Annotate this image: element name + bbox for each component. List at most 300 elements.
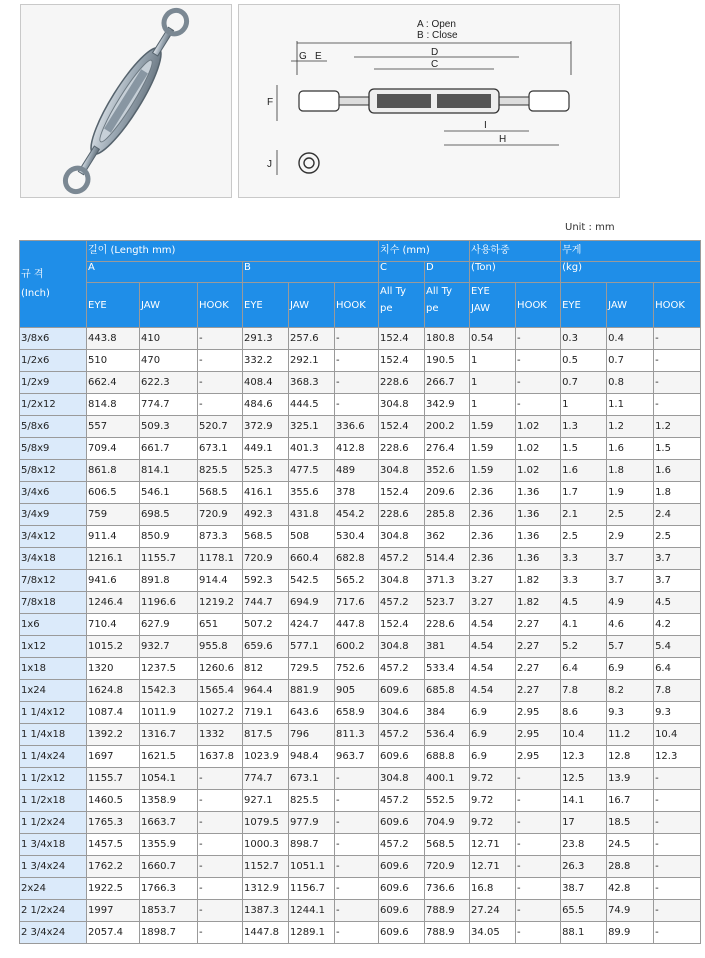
table-cell: 304.8 — [379, 526, 425, 548]
table-cell: 1358.9 — [140, 790, 198, 812]
table-cell: 788.9 — [425, 922, 470, 944]
label-e: E — [315, 51, 322, 62]
table-cell: 673.1 — [198, 438, 243, 460]
table-row — [20, 394, 701, 416]
table-cell: - — [198, 394, 243, 416]
table-cell: 352.6 — [425, 460, 470, 482]
table-cell: 817.5 — [243, 724, 289, 746]
size-cell: 3/8x6 — [20, 328, 87, 350]
header-size: 규 격 (Inch) — [20, 241, 87, 328]
table-cell: 0.7 — [561, 372, 607, 394]
table-cell: - — [516, 372, 561, 394]
table-cell: 1.36 — [516, 526, 561, 548]
table-cell: 1.6 — [561, 460, 607, 482]
table-row — [20, 878, 701, 900]
table-cell: 276.4 — [425, 438, 470, 460]
table-cell: 0.3 — [561, 328, 607, 350]
table-cell: 536.4 — [425, 724, 470, 746]
table-cell: 552.5 — [425, 790, 470, 812]
table-cell: 1054.1 — [140, 768, 198, 790]
table-cell: 873.3 — [198, 526, 243, 548]
table-cell: 1697 — [87, 746, 140, 768]
table-cell: 484.6 — [243, 394, 289, 416]
table-cell: 449.1 — [243, 438, 289, 460]
table-cell: - — [654, 372, 701, 394]
table-row — [20, 416, 701, 438]
table-row — [20, 636, 701, 658]
table-cell: 1621.5 — [140, 746, 198, 768]
table-cell: - — [198, 834, 243, 856]
table-cell: 609.6 — [379, 856, 425, 878]
table-cell: 1 — [470, 372, 516, 394]
table-cell: 520.7 — [198, 416, 243, 438]
header-b-hook: HOOK — [335, 283, 379, 328]
table-cell: 0.5 — [561, 350, 607, 372]
table-cell: 209.6 — [425, 482, 470, 504]
table-row — [20, 900, 701, 922]
table-cell: 228.6 — [379, 372, 425, 394]
table-cell: 2.27 — [516, 636, 561, 658]
table-cell: 342.9 — [425, 394, 470, 416]
table-cell: 368.3 — [289, 372, 335, 394]
table-cell: 609.6 — [379, 812, 425, 834]
size-cell: 1 1/4x24 — [20, 746, 87, 768]
table-cell: 774.7 — [243, 768, 289, 790]
header-col-a: A — [87, 262, 243, 283]
table-cell: 17 — [561, 812, 607, 834]
header-load-hook: HOOK — [516, 283, 561, 328]
table-cell: - — [516, 394, 561, 416]
table-cell: 38.7 — [561, 878, 607, 900]
table-cell: 568.5 — [243, 526, 289, 548]
table-cell: 5.2 — [561, 636, 607, 658]
header-b-eye: EYE — [243, 283, 289, 328]
table-cell: 4.6 — [607, 614, 654, 636]
table-cell: 1.1 — [607, 394, 654, 416]
table-cell: - — [335, 790, 379, 812]
table-cell: 457.2 — [379, 592, 425, 614]
table-cell: 2.36 — [470, 526, 516, 548]
table-cell: 457.2 — [379, 834, 425, 856]
table-cell: 546.1 — [140, 482, 198, 504]
table-cell: - — [516, 768, 561, 790]
table-cell: 850.9 — [140, 526, 198, 548]
table-cell: 948.4 — [289, 746, 335, 768]
table-row — [20, 790, 701, 812]
table-cell: - — [198, 856, 243, 878]
table-cell: 1660.7 — [140, 856, 198, 878]
table-cell: 710.4 — [87, 614, 140, 636]
table-cell: 788.9 — [425, 900, 470, 922]
table-cell: 507.2 — [243, 614, 289, 636]
table-cell: 685.8 — [425, 680, 470, 702]
table-cell: 16.8 — [470, 878, 516, 900]
table-cell: 3.27 — [470, 570, 516, 592]
label-g: G — [299, 51, 307, 62]
table-cell: 622.3 — [140, 372, 198, 394]
table-cell: 542.5 — [289, 570, 335, 592]
header-col-b: B — [243, 262, 379, 283]
table-cell: 457.2 — [379, 724, 425, 746]
table-cell: 1 — [470, 394, 516, 416]
table-cell: - — [198, 922, 243, 944]
table-cell: 2.27 — [516, 614, 561, 636]
table-cell: 0.7 — [607, 350, 654, 372]
table-cell: 416.1 — [243, 482, 289, 504]
header-weight: 무게 — [561, 241, 701, 262]
table-cell: 285.8 — [425, 504, 470, 526]
table-cell: 736.6 — [425, 878, 470, 900]
table-cell: 1.6 — [654, 460, 701, 482]
table-cell: 443.8 — [87, 328, 140, 350]
table-cell: 812 — [243, 658, 289, 680]
table-cell: 200.2 — [425, 416, 470, 438]
table-cell: 180.8 — [425, 328, 470, 350]
header-load-eye-jaw: EYE JAW — [470, 283, 516, 328]
table-cell: 401.3 — [289, 438, 335, 460]
table-cell: 811.3 — [335, 724, 379, 746]
table-cell: 898.7 — [289, 834, 335, 856]
table-cell: 1316.7 — [140, 724, 198, 746]
table-cell: - — [335, 856, 379, 878]
table-cell: - — [335, 834, 379, 856]
table-cell: 709.4 — [87, 438, 140, 460]
size-cell: 1x6 — [20, 614, 87, 636]
table-cell: 1244.1 — [289, 900, 335, 922]
table-cell: 717.6 — [335, 592, 379, 614]
table-cell: - — [198, 878, 243, 900]
table-cell: 719.1 — [243, 702, 289, 724]
size-cell: 5/8x12 — [20, 460, 87, 482]
table-cell: 6.4 — [654, 658, 701, 680]
table-cell: 9.72 — [470, 790, 516, 812]
table-cell: - — [335, 350, 379, 372]
label-j: J — [267, 159, 272, 170]
label-c: C — [431, 59, 439, 70]
table-cell: 408.4 — [243, 372, 289, 394]
table-cell: - — [654, 900, 701, 922]
table-cell: 1922.5 — [87, 878, 140, 900]
table-cell: 152.4 — [379, 328, 425, 350]
header-a-eye: EYE — [87, 283, 140, 328]
header-col-c: C — [379, 262, 425, 283]
table-cell: - — [198, 350, 243, 372]
table-cell: 1762.2 — [87, 856, 140, 878]
table-cell: 412.8 — [335, 438, 379, 460]
table-cell: 2.36 — [470, 548, 516, 570]
table-cell: 1015.2 — [87, 636, 140, 658]
label-h: H — [499, 134, 507, 145]
table-cell: 510 — [87, 350, 140, 372]
table-cell: 1087.4 — [87, 702, 140, 724]
table-cell: 1.36 — [516, 482, 561, 504]
table-cell: 16.7 — [607, 790, 654, 812]
table-cell: 65.5 — [561, 900, 607, 922]
table-cell: 11.2 — [607, 724, 654, 746]
table-cell: 444.5 — [289, 394, 335, 416]
table-cell: 0.8 — [607, 372, 654, 394]
table-cell: 3.3 — [561, 570, 607, 592]
table-cell: - — [198, 372, 243, 394]
table-row — [20, 746, 701, 768]
table-cell: 12.71 — [470, 834, 516, 856]
table-cell: 660.4 — [289, 548, 335, 570]
size-cell: 1x24 — [20, 680, 87, 702]
table-cell: 977.9 — [289, 812, 335, 834]
table-cell: - — [654, 328, 701, 350]
table-cell: 152.4 — [379, 350, 425, 372]
table-cell: - — [198, 790, 243, 812]
table-cell: 4.1 — [561, 614, 607, 636]
table-cell: 325.1 — [289, 416, 335, 438]
table-cell: 152.4 — [379, 482, 425, 504]
table-cell: 6.9 — [607, 658, 654, 680]
table-cell: 304.8 — [379, 460, 425, 482]
label-f: F — [267, 97, 274, 108]
table-cell: - — [516, 834, 561, 856]
table-cell: 152.4 — [379, 614, 425, 636]
table-cell: 410 — [140, 328, 198, 350]
table-cell: 1565.4 — [198, 680, 243, 702]
table-cell: 1.8 — [654, 482, 701, 504]
table-cell: 577.1 — [289, 636, 335, 658]
table-cell: 152.4 — [379, 416, 425, 438]
table-row — [20, 504, 701, 526]
table-row — [20, 482, 701, 504]
table-cell: 9.3 — [607, 702, 654, 724]
table-row — [20, 834, 701, 856]
table-cell: 533.4 — [425, 658, 470, 680]
table-cell: 704.9 — [425, 812, 470, 834]
table-cell: 332.2 — [243, 350, 289, 372]
size-cell: 3/4x12 — [20, 526, 87, 548]
table-cell: 2.4 — [654, 504, 701, 526]
table-cell: 1387.3 — [243, 900, 289, 922]
table-cell: 3.3 — [561, 548, 607, 570]
table-cell: 932.7 — [140, 636, 198, 658]
table-cell: - — [654, 878, 701, 900]
table-cell: 2.36 — [470, 482, 516, 504]
table-cell: - — [198, 768, 243, 790]
table-cell: 13.9 — [607, 768, 654, 790]
table-cell: 609.6 — [379, 746, 425, 768]
table-cell: 955.8 — [198, 636, 243, 658]
size-cell: 2x24 — [20, 878, 87, 900]
table-row — [20, 856, 701, 878]
table-cell: 1.59 — [470, 460, 516, 482]
table-cell: - — [198, 900, 243, 922]
table-cell: 228.6 — [379, 504, 425, 526]
table-cell: 12.5 — [561, 768, 607, 790]
table-cell: - — [335, 394, 379, 416]
header-load: 사용하중 — [470, 241, 561, 262]
table-cell: 1011.9 — [140, 702, 198, 724]
table-cell: 1196.6 — [140, 592, 198, 614]
table-cell: 9.3 — [654, 702, 701, 724]
table-cell: 2.9 — [607, 526, 654, 548]
header-w-eye: EYE — [561, 283, 607, 328]
table-cell: 1898.7 — [140, 922, 198, 944]
size-cell: 1 3/4x18 — [20, 834, 87, 856]
table-cell: 2057.4 — [87, 922, 140, 944]
table-row — [20, 922, 701, 944]
table-cell: 881.9 — [289, 680, 335, 702]
table-cell: 643.6 — [289, 702, 335, 724]
table-cell: 509.3 — [140, 416, 198, 438]
table-cell: 1156.7 — [289, 878, 335, 900]
table-cell: 729.5 — [289, 658, 335, 680]
table-cell: - — [654, 856, 701, 878]
spec-table — [19, 240, 701, 944]
table-cell: 659.6 — [243, 636, 289, 658]
table-cell: 565.2 — [335, 570, 379, 592]
table-cell: 1.5 — [654, 438, 701, 460]
table-cell: 7.8 — [654, 680, 701, 702]
label-d: D — [431, 47, 439, 58]
table-cell: 688.8 — [425, 746, 470, 768]
table-cell: 508 — [289, 526, 335, 548]
header-b-jaw: JAW — [289, 283, 335, 328]
table-cell: 304.8 — [379, 636, 425, 658]
table-cell: 2.5 — [607, 504, 654, 526]
table-cell: 291.3 — [243, 328, 289, 350]
table-cell: 2.95 — [516, 702, 561, 724]
table-cell: 4.54 — [470, 636, 516, 658]
table-cell: 88.1 — [561, 922, 607, 944]
table-cell: 1178.1 — [198, 548, 243, 570]
table-cell: 8.6 — [561, 702, 607, 724]
table-cell: 627.9 — [140, 614, 198, 636]
table-cell: 1.7 — [561, 482, 607, 504]
table-row — [20, 372, 701, 394]
table-cell: 42.8 — [607, 878, 654, 900]
table-cell: - — [198, 328, 243, 350]
table-cell: 905 — [335, 680, 379, 702]
table-cell: 10.4 — [654, 724, 701, 746]
table-cell: 355.6 — [289, 482, 335, 504]
table-cell: 89.9 — [607, 922, 654, 944]
table-cell: - — [335, 922, 379, 944]
table-cell: 673.1 — [289, 768, 335, 790]
table-cell: 720.9 — [198, 504, 243, 526]
table-cell: 304.8 — [379, 394, 425, 416]
table-cell: 814.1 — [140, 460, 198, 482]
table-row — [20, 570, 701, 592]
header-col-d: D — [425, 262, 470, 283]
size-cell: 7/8x18 — [20, 592, 87, 614]
size-cell: 1x12 — [20, 636, 87, 658]
table-cell: 304.8 — [379, 768, 425, 790]
table-cell: 774.7 — [140, 394, 198, 416]
table-cell: 1460.5 — [87, 790, 140, 812]
header-a-hook: HOOK — [198, 283, 243, 328]
table-cell: 371.3 — [425, 570, 470, 592]
table-cell: 292.1 — [289, 350, 335, 372]
table-row — [20, 438, 701, 460]
size-cell: 1 1/4x12 — [20, 702, 87, 724]
table-cell: 964.4 — [243, 680, 289, 702]
table-cell: 1237.5 — [140, 658, 198, 680]
label-a-open: A : Open — [417, 19, 456, 30]
table-cell: 661.7 — [140, 438, 198, 460]
table-cell: 3.7 — [654, 570, 701, 592]
size-cell: 2 1/2x24 — [20, 900, 87, 922]
table-cell: 609.6 — [379, 680, 425, 702]
size-cell: 1x18 — [20, 658, 87, 680]
size-cell: 3/4x9 — [20, 504, 87, 526]
table-cell: 1663.7 — [140, 812, 198, 834]
header-load-unit: (Ton) — [470, 262, 561, 283]
table-row — [20, 658, 701, 680]
table-cell: 1.8 — [607, 460, 654, 482]
size-cell: 7/8x12 — [20, 570, 87, 592]
table-cell: 381 — [425, 636, 470, 658]
table-cell: 1.2 — [607, 416, 654, 438]
dimension-diagram — [238, 4, 620, 198]
spec-table-body — [20, 328, 701, 944]
table-cell: 492.3 — [243, 504, 289, 526]
table-cell: 257.6 — [289, 328, 335, 350]
size-cell: 1 1/2x24 — [20, 812, 87, 834]
table-cell: 698.5 — [140, 504, 198, 526]
table-cell: 1152.7 — [243, 856, 289, 878]
table-cell: 557 — [87, 416, 140, 438]
table-cell: - — [516, 790, 561, 812]
table-row — [20, 680, 701, 702]
table-cell: - — [516, 922, 561, 944]
table-cell: 190.5 — [425, 350, 470, 372]
table-cell: 6.9 — [470, 702, 516, 724]
table-cell: 911.4 — [87, 526, 140, 548]
table-cell: 266.7 — [425, 372, 470, 394]
table-cell: 6.9 — [470, 724, 516, 746]
table-cell: 651 — [198, 614, 243, 636]
table-cell: 752.6 — [335, 658, 379, 680]
table-cell: - — [335, 878, 379, 900]
table-cell: 694.9 — [289, 592, 335, 614]
table-cell: 74.9 — [607, 900, 654, 922]
header-weight-unit: (kg) — [561, 262, 701, 283]
size-cell: 1 1/4x18 — [20, 724, 87, 746]
table-cell: - — [516, 856, 561, 878]
table-cell: 424.7 — [289, 614, 335, 636]
table-cell: 568.5 — [198, 482, 243, 504]
table-cell: 1289.1 — [289, 922, 335, 944]
table-cell: - — [654, 790, 701, 812]
table-cell: 1.59 — [470, 416, 516, 438]
table-cell: 1 — [470, 350, 516, 372]
table-cell: 963.7 — [335, 746, 379, 768]
table-cell: 1246.4 — [87, 592, 140, 614]
table-cell: 228.6 — [425, 614, 470, 636]
table-cell: 744.7 — [243, 592, 289, 614]
table-cell: 1.02 — [516, 416, 561, 438]
table-cell: 1853.7 — [140, 900, 198, 922]
table-cell: 1332 — [198, 724, 243, 746]
table-cell: - — [654, 834, 701, 856]
table-cell: 3.7 — [654, 548, 701, 570]
turnbuckle-photo-illustration — [21, 5, 231, 197]
table-cell: 23.8 — [561, 834, 607, 856]
table-cell: 530.4 — [335, 526, 379, 548]
product-photo — [20, 4, 232, 198]
table-cell: 1.02 — [516, 438, 561, 460]
table-cell: - — [654, 768, 701, 790]
table-row — [20, 350, 701, 372]
table-cell: 1.82 — [516, 592, 561, 614]
table-cell: 4.54 — [470, 614, 516, 636]
table-cell: 457.2 — [379, 548, 425, 570]
